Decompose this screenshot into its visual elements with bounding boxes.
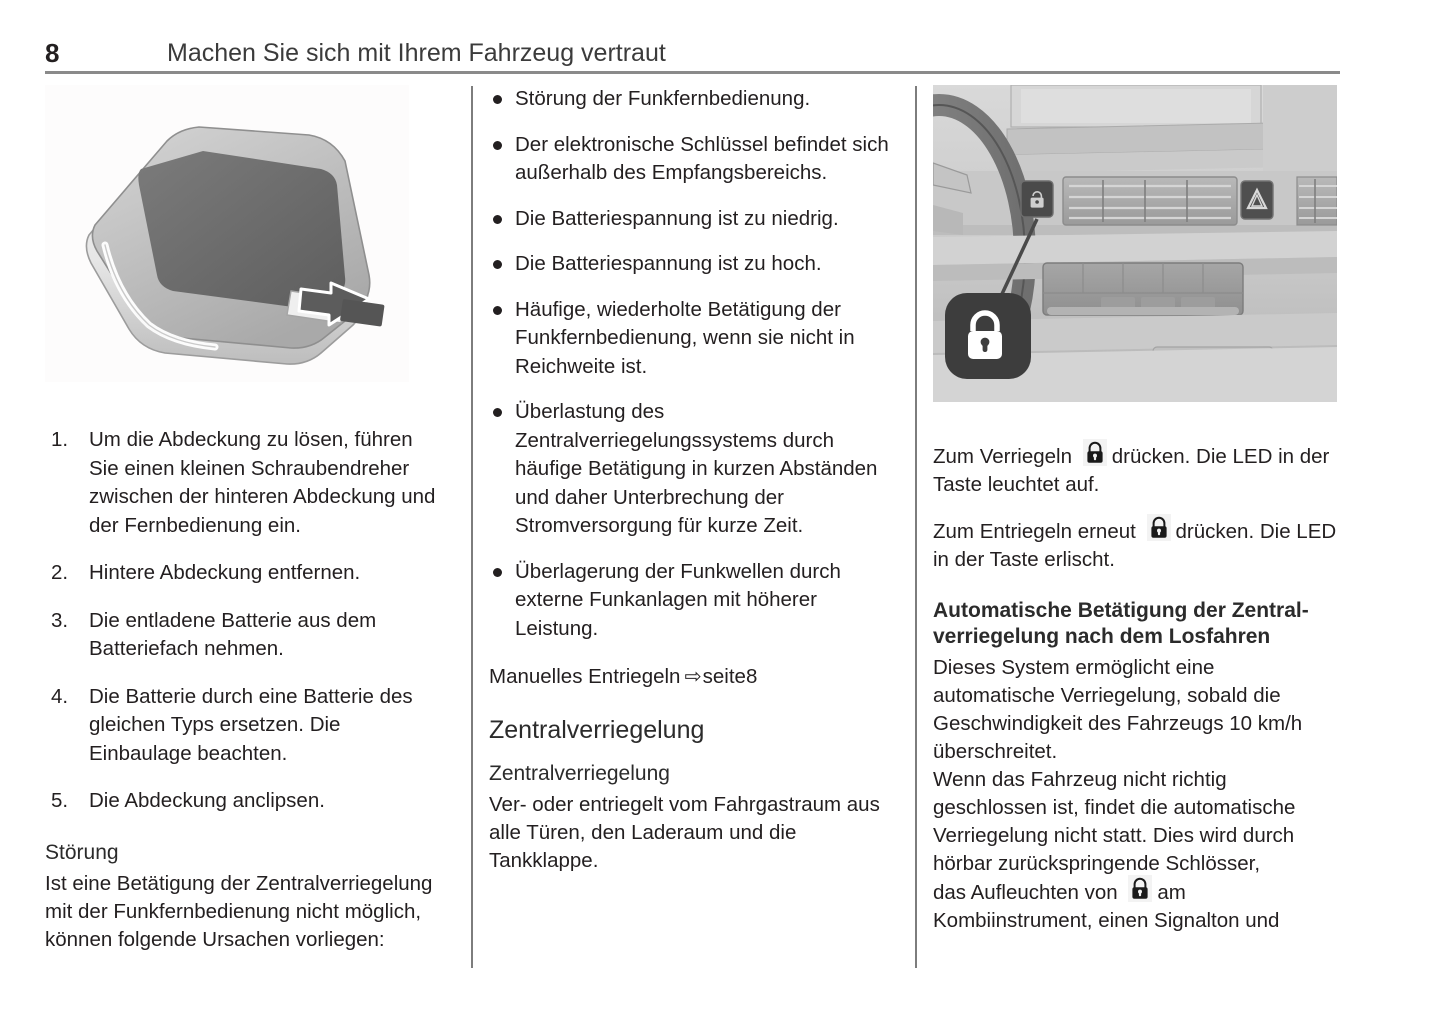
key-fob-battery-cover-illustration	[45, 85, 409, 382]
lock-icon	[1128, 875, 1152, 902]
lock-icon	[1083, 439, 1107, 466]
bullet-icon	[493, 260, 502, 269]
page-title: Machen Sie sich mit Ihrem Fahrzeug vertraut	[167, 39, 666, 67]
column-divider-right	[915, 86, 917, 968]
list-item	[489, 250, 889, 279]
list-item	[489, 398, 889, 541]
auto-locking-text-2: Wenn das Fahrzeug nicht richtig geschlossen ist, findet die automatische Verriegelung nicht statt. Dies wird durch hörbar zurückspringende Schlösser,	[933, 768, 1296, 875]
subsection-heading-zentralverriegelung: Zentralverriegelung	[489, 762, 670, 785]
list-item-text: Häufige, wiederholte Betätigung der Funkfernbedienung, wenn sie nicht in Reichweite ist.	[515, 297, 855, 378]
page-number: 8	[45, 38, 60, 68]
list-item-number: 1.	[51, 428, 69, 451]
lock-instruction-before: Zum Verriegeln	[933, 445, 1073, 468]
dashboard-central-locking-button-illustration	[933, 85, 1337, 402]
list-item	[45, 683, 445, 769]
list-item-text: Überlagerung der Funkwellen durch externe Funkanlagen mit höherer Leistung.	[515, 559, 841, 640]
subsection-text: Ver- oder entriegelt vom Fahrgastraum aus alle Türen, den Laderaum und die Tankklappe.	[489, 793, 880, 872]
stoerung-text: Ist eine Betätigung der Zentralverriegelung mit der Funkfernbedienung nicht möglich, können folgende Ursachen vorliegen:	[45, 871, 433, 951]
right-column	[933, 85, 1337, 935]
list-item-text: Überlastung des Zentralverriegelungssystems durch häufige Betätigung in kurzen Abständen und daher Unterbrechung der Stromversorgung für kurze Zeit.	[515, 400, 878, 537]
list-item-text: Die Abdeckung anclipsen.	[89, 789, 325, 812]
cross-reference-label: Manuelles Entriegeln	[489, 665, 681, 688]
column-divider-left	[471, 86, 473, 968]
cross-reference[interactable]	[489, 663, 889, 691]
battery-replacement-steps	[45, 426, 445, 816]
auto-locking-heading: Automatische Betätigung der Zentralverriegelung nach dem Losfahren	[933, 599, 1309, 648]
list-item-text: Die Batteriespannung ist zu hoch.	[515, 252, 822, 275]
list-item	[489, 85, 889, 114]
auto-locking-text-3-before: das Aufleuchten von	[933, 881, 1118, 904]
section-heading-zentralverriegelung: Zentralverriegelung	[489, 716, 705, 744]
list-item-number: 3.	[51, 608, 69, 632]
list-item-number: 2.	[51, 561, 69, 584]
list-item-text: Störung der Funkfernbedienung.	[515, 87, 811, 110]
bullet-icon	[493, 215, 502, 224]
page-header	[45, 38, 1340, 74]
unlock-instruction-paragraph	[933, 517, 1337, 574]
list-item-text: Hintere Abdeckung entfernen.	[89, 561, 361, 584]
list-item	[489, 558, 889, 644]
unlock-instruction-after: drücken. Die LED in der Taste erlischt.	[933, 520, 1337, 571]
list-item	[45, 787, 445, 816]
list-item-text: Die Batterie durch eine Batterie des gleichen Typs ersetzen. Die Einbaulage beachten.	[89, 684, 413, 765]
list-item-text: Der elektronische Schlüssel befindet sich außerhalb des Empfangsbereichs.	[515, 132, 889, 184]
unlock-instruction-before: Zum Entriegeln erneut	[933, 520, 1136, 543]
auto-locking-text-1: Dieses System ermöglicht eine automatische Verriegelung, sobald die Geschwindigkeit des Fahrzeugs 10 km/h überschreitet.	[933, 656, 1303, 763]
cross-reference-target: seite8	[702, 665, 758, 688]
bullet-icon	[493, 95, 502, 104]
list-item	[45, 559, 445, 588]
list-item	[489, 205, 889, 234]
lock-instruction-after: drücken. Die LED in der Taste leuchtet auf.	[933, 445, 1330, 496]
header-rule	[45, 71, 1340, 74]
lock-icon	[1147, 514, 1171, 541]
left-column	[45, 85, 445, 954]
list-item-text: Um die Abdeckung zu lösen, führen Sie einen kleinen Schraubendreher zwischen der hinteren Abdeckung und der Fernbedienung ein.	[89, 428, 436, 537]
malfunction-causes-list	[489, 85, 889, 643]
stoerung-heading: Störung	[45, 840, 119, 864]
list-item	[45, 426, 445, 540]
list-item	[45, 607, 445, 664]
list-item-number: 5.	[51, 789, 69, 812]
list-item-text: Die Batteriespannung ist zu niedrig.	[515, 206, 839, 230]
bullet-icon	[493, 568, 502, 577]
list-item-number: 4.	[51, 684, 69, 708]
list-item	[489, 131, 889, 188]
bullet-icon	[493, 141, 502, 150]
middle-column	[489, 85, 889, 875]
auto-locking-text-3	[933, 878, 1337, 935]
right-arrow-icon: ⇨	[684, 665, 702, 688]
list-item	[489, 296, 889, 382]
lock-instruction-paragraph	[933, 442, 1337, 499]
auto-locking-text-3-after: am Kombiinstrument, einen Signalton und	[933, 881, 1280, 932]
list-item-text: Die entladene Batterie aus dem Batteriefach nehmen.	[89, 608, 377, 660]
bullet-icon	[493, 306, 502, 315]
bullet-icon	[493, 408, 502, 417]
